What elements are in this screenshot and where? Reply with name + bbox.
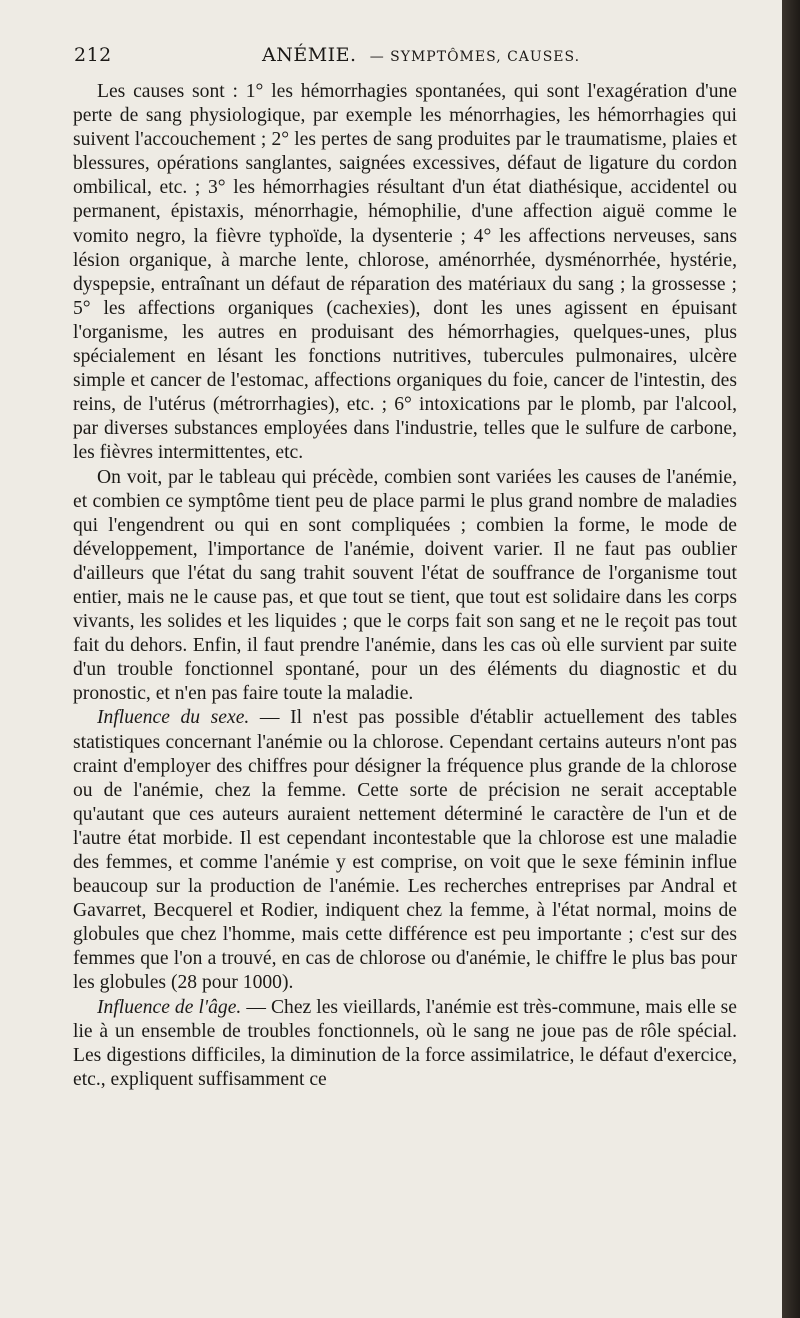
paragraph-text: — Il n'est pas possible d'établir actuellement des tables statistiques concernant l'anémie ou la chlorose. Cependant certains auteurs n'ont pas craint d'employer des chiffres pour désigner la fréquence plus grande de la chlorose ou de l'anémie, chez la femme. Cette sorte de précision ne serait acceptable qu'autant que ces auteurs auraient nettement déterminé le caractère de l'un et de l'autre état morbide. Il est cependant incontestable que la chlorose est une maladie des femmes, et comme l'anémie y est comprise, on voit que le sexe féminin influe beaucoup sur la production de l'anémie. Les recherches entreprises par Andral et Gavarret, Becquerel et Rodier, indiquent chez la femme, à l'état normal, moins de globules que chez l'homme, mais cette différence est peu importante ; c'est sur des femmes que l'on a trouvé, en cas de chlorose ou d'anémie, le chiffre le plus bas pour les globules (28 pour 1000). bbox=[73, 707, 738, 994]
running-title bbox=[262, 44, 580, 66]
page-number: 212 bbox=[74, 44, 112, 66]
running-header bbox=[74, 44, 738, 74]
section-lead: Influence du sexe. bbox=[97, 707, 250, 729]
chapter-subtitle: — SYMPTÔMES, CAUSES. bbox=[369, 49, 581, 65]
paragraph-text: — Chez les vieillards, l'anémie est très-commune, mais elle se lie à un ensemble de troubles fonctionnels, où le sang ne joue pas de rôle spécial. Les digestions difficiles, la diminution de la force assimilatrice, le défaut d'exercice, etc., expliquent suffisamment ce bbox=[73, 996, 738, 1090]
chapter-title: ANÉMIE. bbox=[262, 44, 357, 66]
body-text bbox=[73, 80, 737, 1092]
paragraph-text: On voit, par le tableau qui précède, combien sont variées les causes de l'anémie, et combien ce symptôme tient peu de place parmi le plus grand nombre de maladies qui l'engendrent ou qui en sont compliquées ; combien la forme, le mode de développement, l'importance de l'anémie, doivent varier. Il ne faut pas oublier d'ailleurs que l'état du sang trahit souvent l'état de souffrance de l'organisme tout entier, mais ne le cause pas, et que tout se tient, que tout est solidaire dans les corps vivants, les solides et les liquides ; que le corps fait son sang et ne le reçoit pas tout fait du dehors. Enfin, il faut prendre l'anémie, dans les cas où elle survient par suite d'un trouble fonctionnel spontané, pour un des éléments du diagnostic et du pronostic, et n'en pas faire toute la maladie. bbox=[73, 466, 737, 705]
paragraph-variety bbox=[73, 466, 737, 707]
paragraph-influence-age bbox=[73, 996, 737, 1092]
section-lead: Influence de l'âge. bbox=[97, 996, 242, 1018]
paragraph-causes bbox=[73, 80, 737, 466]
page-gutter-shadow bbox=[782, 0, 800, 1318]
paragraph-influence-sexe bbox=[73, 706, 737, 995]
paragraph-text: Les causes sont : 1° les hémorrhagies spontanées, qui sont l'exagération d'une perte de sang physiologique, par exemple les ménorrhagies, les hémorrhagies qui suivent l'accouchement ; 2° les pertes de sang produites par le traumatisme, plaies et blessures, opérations sanglantes, saignées excessives, défaut de ligature du cordon ombilical, etc. ; 3° les hémorrhagies résultant d'un état diathésique, accidentel ou permanent, épistaxis, ménorrhagie, hémophilie, d'une affection aiguë comme le vomito negro, la fièvre typhoïde, la dysenterie ; 4° les affections nerveuses, sans lésion organique, à marche lente, chlorose, aménorrhée, dysménorrhée, hystérie, dyspepsie, entraînant un défaut de réparation des matériaux du sang ; la grossesse ; 5° les affections organiques (cachexies), dont les unes agissent en épuisant l'organisme, les autres en produisant des hémorrhagies, quelques-unes, plus spécialement en lésant les fonctions nutritives, tubercules pulmonaires, ulcère simple et cancer de l'estomac, affections organiques du foie, cancer de l'intestin, des reins, de l'utérus (métrorrhagies), etc. ; 6° intoxications par le plomb, par l'alcool, par diverses substances employées dans l'industrie, telles que le sulfure de carbone, les fièvres intermittentes, etc. bbox=[73, 81, 737, 464]
